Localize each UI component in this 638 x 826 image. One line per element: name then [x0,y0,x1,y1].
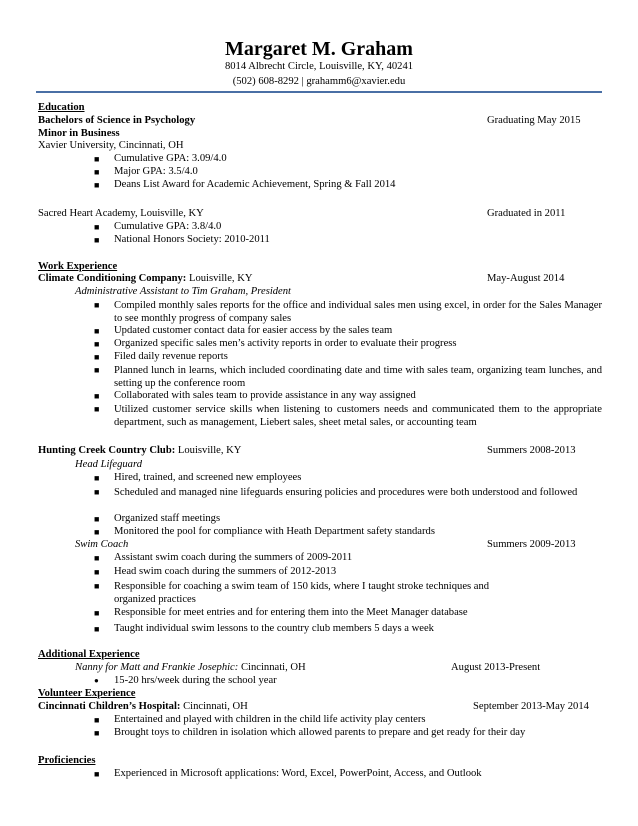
role-name: Nanny for Matt and Frankie Josephic: [75,662,239,673]
high-school-date: Graduated in 2011 [487,208,566,219]
list-item: Major GPA: 3.5/4.0 [114,166,198,177]
list-item: Responsible for coaching a swim team of 150 kids, where I taught stroke techniques and organized practices [114,581,490,605]
resume-name: Margaret M. Graham [225,38,413,60]
job-climate-conditioning [38,274,253,285]
list-item: National Honors Society: 2010-2011 [114,234,270,245]
list-item: Compiled monthly sales reports for the office and individual sales men using excel, in order for the Sales Manager to see monthly progress of company sales [114,300,602,324]
work-heading: Work Experience [38,261,118,272]
bullet-icon: ■ [94,487,100,497]
nanny-role [75,663,306,674]
company-location: Louisville, KY [175,445,242,456]
list-item: Organized staff meetings [114,513,221,524]
org-location: Cincinnati, OH [180,701,248,712]
job-date: Summers 2008-2013 [487,445,576,456]
education-heading: Education [38,102,85,113]
bullet-icon: ■ [94,391,100,401]
address-line: 8014 Albrecht Circle, Louisville, KY, 40241 [224,61,414,72]
list-item: Filed daily revenue reports [114,351,228,362]
job-title: Head Lifeguard [75,459,142,470]
job-title: Administrative Assistant to Tim Graham, President [75,286,292,297]
bullet-icon: ■ [94,624,100,634]
bullet-icon: ■ [94,473,100,483]
bullet-icon: ■ [94,352,100,362]
company-name: Hunting Creek Country Club: [38,445,176,456]
bullet-icon: ■ [94,339,100,349]
minor: Minor in Business [38,128,120,139]
bullet-icon: ■ [94,728,100,738]
list-item: Planned lunch in learns, which included coordinating date and time with sales team, organizing team lunches, and setting up the conference room [114,365,602,389]
bullet-icon: ■ [94,567,100,577]
company-location: Louisville, KY [186,273,253,284]
list-item: Head swim coach during the summers of 2012-2013 [114,566,337,577]
bullet-icon: ■ [94,235,100,245]
list-item: Utilized customer service skills when listening to customers needs and communicated them to the appropriate department, such as management, Liebert sales, sheet metal sales, or accounting team [114,404,602,428]
bullet-icon: ■ [94,769,100,779]
bullet-icon: ■ [94,581,100,591]
bullet-icon: ■ [94,180,100,190]
degree: Bachelors of Science in Psychology [38,115,196,126]
volunteer-org [38,702,248,713]
job-hunting-creek [38,446,241,457]
list-item: Cumulative GPA: 3.09/4.0 [114,153,227,164]
bullet-icon: ■ [94,222,100,232]
list-item: Entertained and played with children in the child life activity play centers [114,714,426,725]
list-item: Scheduled and managed nine lifeguards ensuring policies and procedures were both understood and followed [114,487,578,498]
company-name: Climate Conditioning Company: [38,273,187,284]
job-date: Summers 2009-2013 [487,539,576,550]
bullet-icon: ■ [94,514,100,524]
contact-line: (502) 608-8292 | grahamm6@xavier.edu [232,76,406,87]
list-item: Cumulative GPA: 3.8/4.0 [114,221,222,232]
bullet-icon: ■ [94,404,100,414]
bullet-icon: ■ [94,326,100,336]
list-item: Collaborated with sales team to provide assistance in any way assigned [114,390,416,401]
volunteer-heading: Volunteer Experience [38,688,136,699]
list-item: Organized specific sales men’s activity reports in order to evaluate their progress [114,338,457,349]
list-item: Monitored the pool for compliance with Heath Department safety standards [114,526,435,537]
list-item: Assistant swim coach during the summers of 2009-2011 [114,552,353,563]
bullet-icon: ■ [94,154,100,164]
list-item: Responsible for meet entries and for entering them into the Meet Manager database [114,607,468,618]
school: Xavier University, Cincinnati, OH [38,140,184,151]
degree-date: Graduating May 2015 [487,115,581,126]
list-item: Experienced in Microsoft applications: Word, Excel, PowerPoint, Access, and Outlook [114,768,482,779]
bullet-icon: ■ [94,527,100,537]
bullet-icon: ■ [94,365,100,375]
role-date: August 2013-Present [451,662,541,673]
job-date: May-August 2014 [487,273,565,284]
header-divider [36,91,602,93]
list-item: Taught individual swim lessons to the country club members 5 days a week [114,623,434,634]
list-item: Updated customer contact data for easier access by the sales team [114,325,393,336]
org-name: Cincinnati Children’s Hospital: [38,701,181,712]
bullet-icon: ■ [94,608,100,618]
bullet-icon: ■ [94,715,100,725]
bullet-icon: ■ [94,167,100,177]
high-school: Sacred Heart Academy, Louisville, KY [38,208,204,219]
additional-heading: Additional Experience [38,649,140,660]
list-item: Brought toys to children in isolation which allowed parents to prepare and get ready for their day [114,727,526,738]
list-item: Hired, trained, and screened new employees [114,472,302,483]
volunteer-date: September 2013-May 2014 [473,701,589,712]
bullet-icon: ■ [94,553,100,563]
job-title: Swim Coach [75,539,129,550]
role-location: Cincinnati, OH [238,662,306,673]
list-item: Deans List Award for Academic Achievement, Spring & Fall 2014 [114,179,396,190]
list-item: 15-20 hrs/week during the school year [114,675,277,686]
round-bullet-icon: ● [94,676,99,685]
bullet-icon: ■ [94,300,100,310]
proficiencies-heading: Proficiencies [38,755,96,766]
